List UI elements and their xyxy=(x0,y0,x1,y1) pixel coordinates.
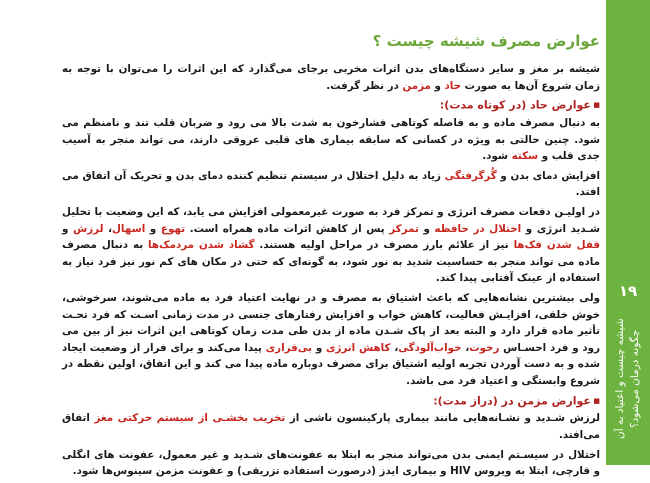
bullet-icon xyxy=(591,98,600,111)
highlight-acute: حاد xyxy=(444,79,462,92)
chapter-title-text: شیشه چیست و اعتیاد به آن چگونه درمان می‌شود؟ xyxy=(614,318,641,440)
intro-paragraph: شیشه بر مغز و سایر دستگاه‌های بدن اثرات مخربی برجای می‌گذارد که این اثرات را می‌توان با توجه به زمان شروع آن‌ها به صورت حاد و مزمن در نظر گرفت. xyxy=(62,63,600,92)
page-title: عوارض مصرف شیشه چیست ؟ xyxy=(372,32,600,50)
section-heading-chronic: ■ عوارض مزمن در (دراز مدت): xyxy=(62,393,600,410)
highlight-chronic: مزمن xyxy=(402,79,431,92)
bullet-icon xyxy=(591,394,600,407)
article-body xyxy=(62,30,600,483)
section-heading-acute: ■ عوارض حاد (در کوتاه مدت): xyxy=(62,97,600,114)
acute-paragraph-4: ولی بیشترین نشانه‌هایی که باعث اشتیاق به مصرف و در نهایت اعتیاد فرد به ماده می‌شوند، سرخوشی، خوش خلقی، افزایـش فعالیت، کاهش خواب و افزایش رفتارهای جنسی در مدت زمانی اسـت که فرد تحـت تأثیر ماده قرار دارد و البته بعد از پاک شـدن ماده از بدن طی مدت زمان کوتاهی این اثرات نیز از بین می رود و فرد احسـاس رخوت، خواب‌آلودگی، کاهش انرژی و بی‌قراری پیدا می‌کند و برای فرار از وضعیت ایجاد شده و به دست آوردن تجربه اولیه اشتیاق برای مصرف دوباره ماده پیدا می کند و این اتفاق، اولین نقطه در شروع وابستگی و اعتیاد فرد می باشد. xyxy=(62,292,601,387)
chronic-paragraph-2: اختلال در سیسـتم ایمنی بدن می‌تواند منجر به ابتلا به عفونت‌های شـدید و غیر معمول، عفونت های انگلی و قارچی، ابتلا به ویروس HIV و بیماری ایدز (درصورت استفاده تزریقی) و عفونت مزمن سینوس‌ها شود. xyxy=(62,448,600,478)
acute-paragraph-2: افزایش دمای بدن و گُرگرفتگی زیاد به دلیل اختلال در سیستم تنظیم کننده دمای بدن و تحریک آن اتفاق می افتد. xyxy=(62,169,600,199)
acute-paragraph-1: به دنبال مصرف ماده و به فاصله کوتاهی فشارخون به شدت بالا می رود و ضربان قلب تند و نامنظم می شود. چنین حالتی به ویژه در کسانی که سابقه بیماری های قلبی عروقی دارند، می تواند منجر به آسیب جدی قلب و سکته شود. xyxy=(62,117,600,163)
acute-paragraph-3: در اولیـن دفعات مصرف انرژی و تمرکز فرد به صورت غیرمعمولی افزایش می یابد، که این وضعیت با تحلیل شـدید انرژی و اختلال در حافظه و تمرکز پس از کاهش اثرات ماده همراه است. تهوع و اسهال، لرزش و قفل شدن فک‌ها نیز از علائم بارز مصرف در مراحل اولیه هستند. گشاد شدن مردمک‌ها به دنبال مصرف ماده می تواند منجر به حساسیت شدید به نور شود، به گونه‌ای که حتی در مکان های کم نور نیز فرد نیاز به استفاده از عینک آفتابی پیدا کند. xyxy=(62,206,601,285)
chapter-title-vertical xyxy=(608,304,648,454)
page-number: ۱۹ xyxy=(618,282,638,300)
chronic-paragraph-1: لرزش شـدید و نشـانه‌هایی مانند بیماری پارکینسون ناشی از تخریب بخشـی از سیستم حرکتی مغز اتفاق می‌افتد. xyxy=(62,412,600,442)
